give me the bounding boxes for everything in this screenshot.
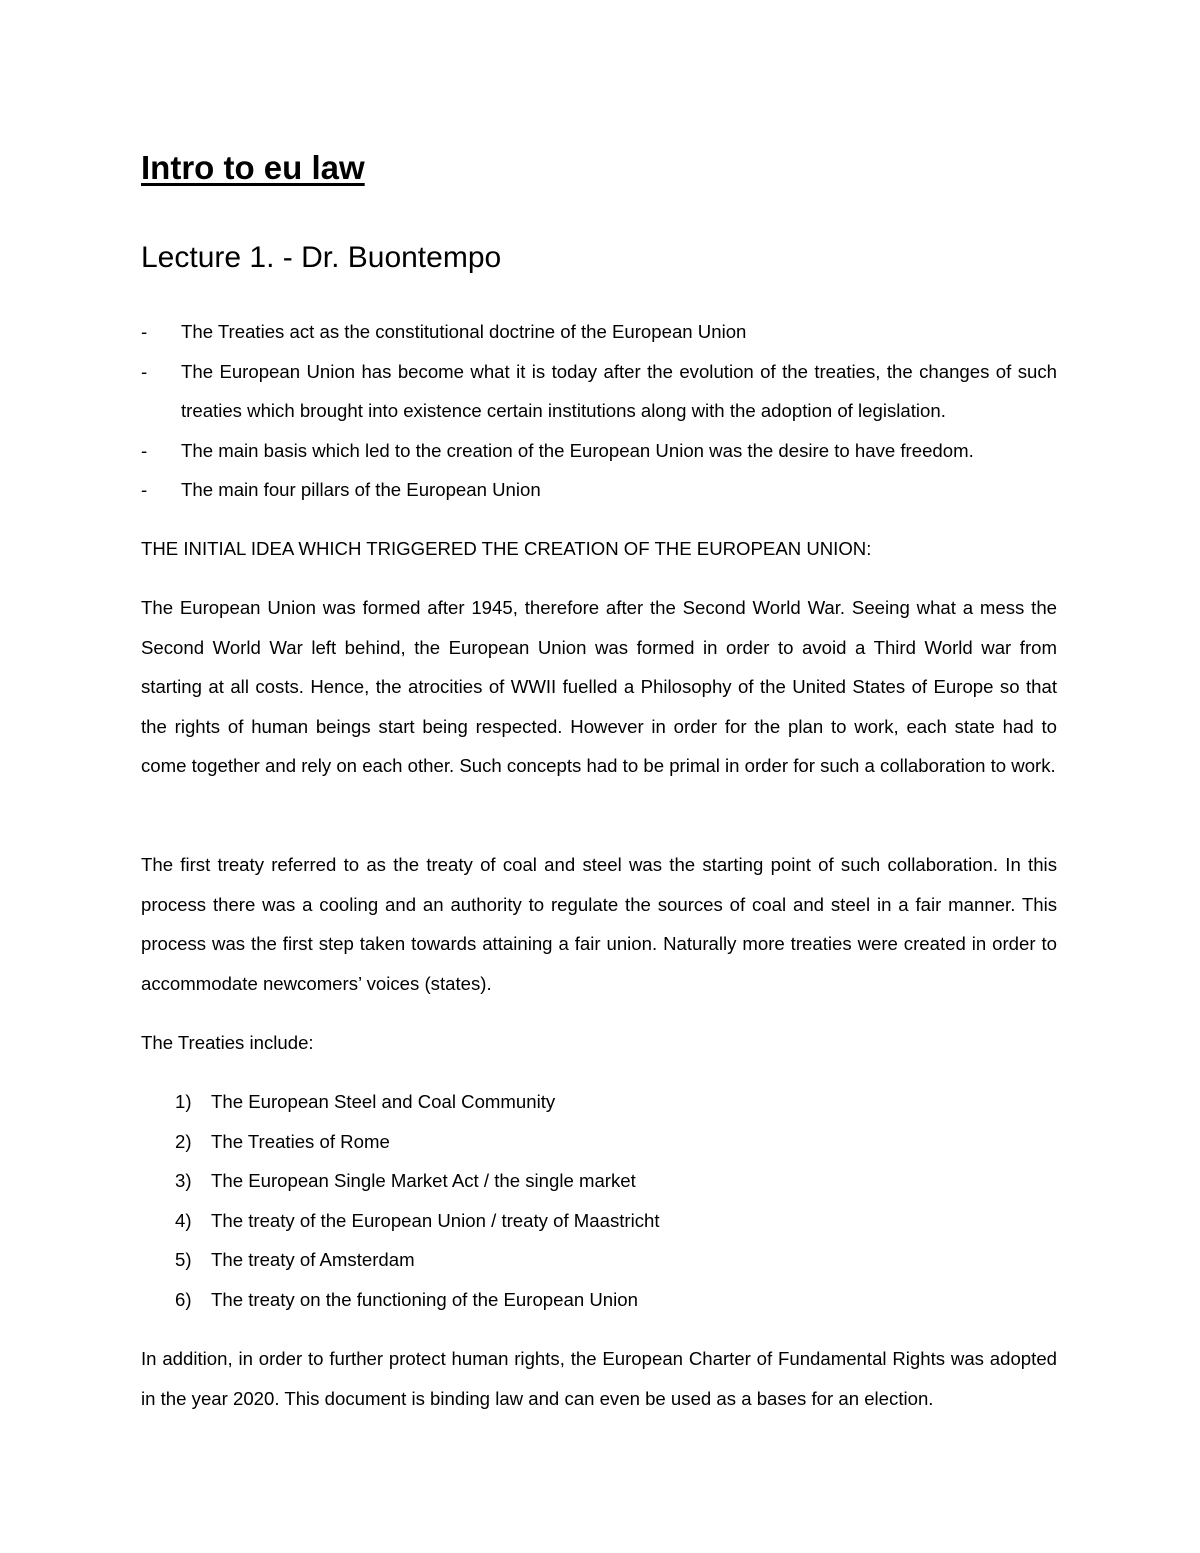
section-heading: THE INITIAL IDEA WHICH TRIGGERED THE CREATION OF THE EUROPEAN UNION: bbox=[141, 538, 872, 559]
treaty-number: 1) bbox=[175, 1091, 192, 1112]
paragraph-first-treaty: The first treaty referred to as the treaty of coal and steel was the starting point of such collaboration. In this process there was a cooling and an authority to regulate the sources of coal and steel in a fair manner. This process was the first step taken towards attaining a fair union. Naturally more treaties were created in order to accommodate newcomers’ voices (states). bbox=[141, 854, 1057, 994]
treaty-text: The treaty of Amsterdam bbox=[211, 1249, 415, 1271]
treaty-text: The treaty of the European Union / treaty of Maastricht bbox=[211, 1209, 660, 1231]
treaty-text: The European Steel and Coal Community bbox=[211, 1091, 556, 1112]
bullet-marker: - bbox=[141, 321, 148, 342]
treaties-list bbox=[141, 1082, 1057, 1320]
treaty-item bbox=[141, 1082, 1057, 1122]
treaty-item bbox=[141, 1161, 1057, 1201]
bullet-marker: - bbox=[141, 439, 148, 461]
lecture-heading: Lecture 1. - Dr. Buontempo bbox=[141, 241, 502, 274]
treaty-text: The treaty on the functioning of the European Union bbox=[211, 1288, 638, 1310]
treaty-number: 6) bbox=[175, 1288, 192, 1310]
treaty-text: The European Single Market Act / the single market bbox=[211, 1170, 636, 1192]
treaty-item bbox=[141, 1240, 1057, 1280]
treaties-intro: The Treaties include: bbox=[141, 1032, 314, 1053]
bullet-item bbox=[141, 352, 1057, 431]
bullet-item bbox=[141, 312, 1057, 352]
bullet-list bbox=[141, 312, 1057, 510]
treaty-item bbox=[141, 1201, 1057, 1241]
treaty-number: 5) bbox=[175, 1249, 192, 1271]
bullet-text: The European Union has become what it is today after the evolution of the treaties, the changes of such treaties which brought into existence certain institutions along with the adoption of legislation. bbox=[181, 360, 1057, 422]
document-title: Intro to eu law bbox=[141, 149, 365, 186]
treaty-number: 4) bbox=[175, 1209, 192, 1231]
bullet-item bbox=[141, 470, 1057, 510]
treaty-item bbox=[141, 1280, 1057, 1320]
treaty-number: 3) bbox=[175, 1170, 192, 1192]
bullet-text: The Treaties act as the constitutional doctrine of the European Union bbox=[181, 321, 747, 342]
bullet-marker: - bbox=[141, 360, 148, 382]
bullet-item bbox=[141, 431, 1057, 471]
paragraph-charter: In addition, in order to further protect human rights, the European Charter of Fundamental Rights was adopted in the year 2020. This document is binding law and can even be used as a bases for an election. bbox=[141, 1348, 1057, 1409]
bullet-text: The main four pillars of the European Union bbox=[181, 479, 541, 501]
treaty-text: The Treaties of Rome bbox=[211, 1130, 390, 1152]
treaty-number: 2) bbox=[175, 1130, 192, 1152]
treaty-item bbox=[141, 1122, 1057, 1162]
bullet-marker: - bbox=[141, 479, 148, 501]
bullet-text: The main basis which led to the creation of the European Union was the desire to have freedom. bbox=[181, 439, 974, 461]
paragraph-origin: The European Union was formed after 1945, therefore after the Second World War. Seeing what a mess the Second World War left behind, the European Union was formed in order to avoid a Third World war from starting at all costs. Hence, the atrocities of WWII fuelled a Philosophy of the United States of Europe so that the rights of human beings start being respected. However in order for the plan to work, each state had to come together and rely on each other. Such concepts had to be primal in order for such a collaboration to work. bbox=[141, 597, 1057, 777]
